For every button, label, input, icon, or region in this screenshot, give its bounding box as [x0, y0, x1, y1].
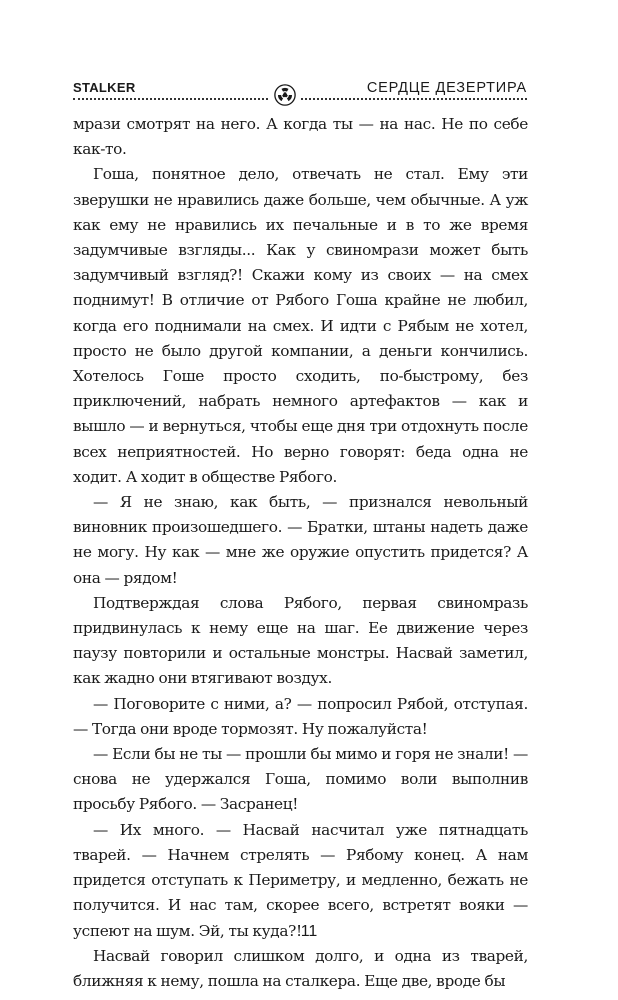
paragraph: — Их много. — Насвай насчитал уже пятнадцать тварей. — Начнем стрелять — Рябому конец. А нам придется отступать к Периметру, и медленно, бежать не получится. И нас там, скорее всего, встретят вояки — успеют на шум. Эй, ты куда?!	[73, 820, 528, 940]
header-dotted-rule-right	[301, 98, 527, 100]
paragraph: мрази смотрят на него. А когда ты — на нас. Не по себе как-то.	[73, 115, 528, 159]
paragraph: Подтверждая слова Рябого, первая свиномразь придвинулась к нему еще на шаг. Ее движение через паузу повторили и остальные монстры. Насвай заметил, как жадно они втягивают воздух.	[73, 593, 528, 688]
header-series-title: STALKER	[73, 80, 136, 95]
header-dotted-rule-left	[73, 98, 268, 100]
paragraph: Насвай говорил слишком долго, и одна из тварей, ближняя к нему, пошла на сталкера. Еще две, вроде бы	[73, 946, 528, 990]
paragraph: — Поговорите с ними, а? — попросил Рябой, отступая. — Тогда они вроде тормозят. Ну пожалуйста!	[73, 694, 528, 738]
running-header	[73, 78, 527, 108]
page-number: 11	[300, 923, 318, 940]
body-text	[73, 112, 528, 994]
paragraph: — Если бы не ты — прошли бы мимо и горя не знали! — снова не удержался Гоша, помимо воли выполнив просьбу Рябого. — Засранец!	[73, 745, 528, 814]
paragraph: — Я не знаю, как быть, — признался невольный виновник произошедшего. — Братки, штаны надеть даже не могу. Ну как — мне же оружие опустить придется? А она — рядом!	[73, 493, 528, 587]
header-book-title: СЕРДЦЕ ДЕЗЕРТИРА	[366, 80, 527, 96]
paragraph: Гоша, понятное дело, отвечать не стал. Ему эти зверушки не нравились даже больше, чем обычные. А уж как ему не нравились их печальные и в то же время задумчивые взгляды... Как у свиномрази может быть задумчивый взгляд?! Скажи кому из своих — на смех поднимут! В отличие от Рябого Гоша крайне не любил, когда его поднимали на смех. И идти с Рябым не хотел, просто не было другой компании, а деньги кончились. Хотелось Гоше просто сходить, по-быстрому, без приключений, набрать немного артефактов — как и вышло — и вернуться, чтобы еще дня три отдохнуть после всех неприятностей. Но верно говорят: беда одна не ходит. А ходит в обществе Рябого.	[73, 165, 528, 486]
radiation-icon	[274, 84, 296, 106]
